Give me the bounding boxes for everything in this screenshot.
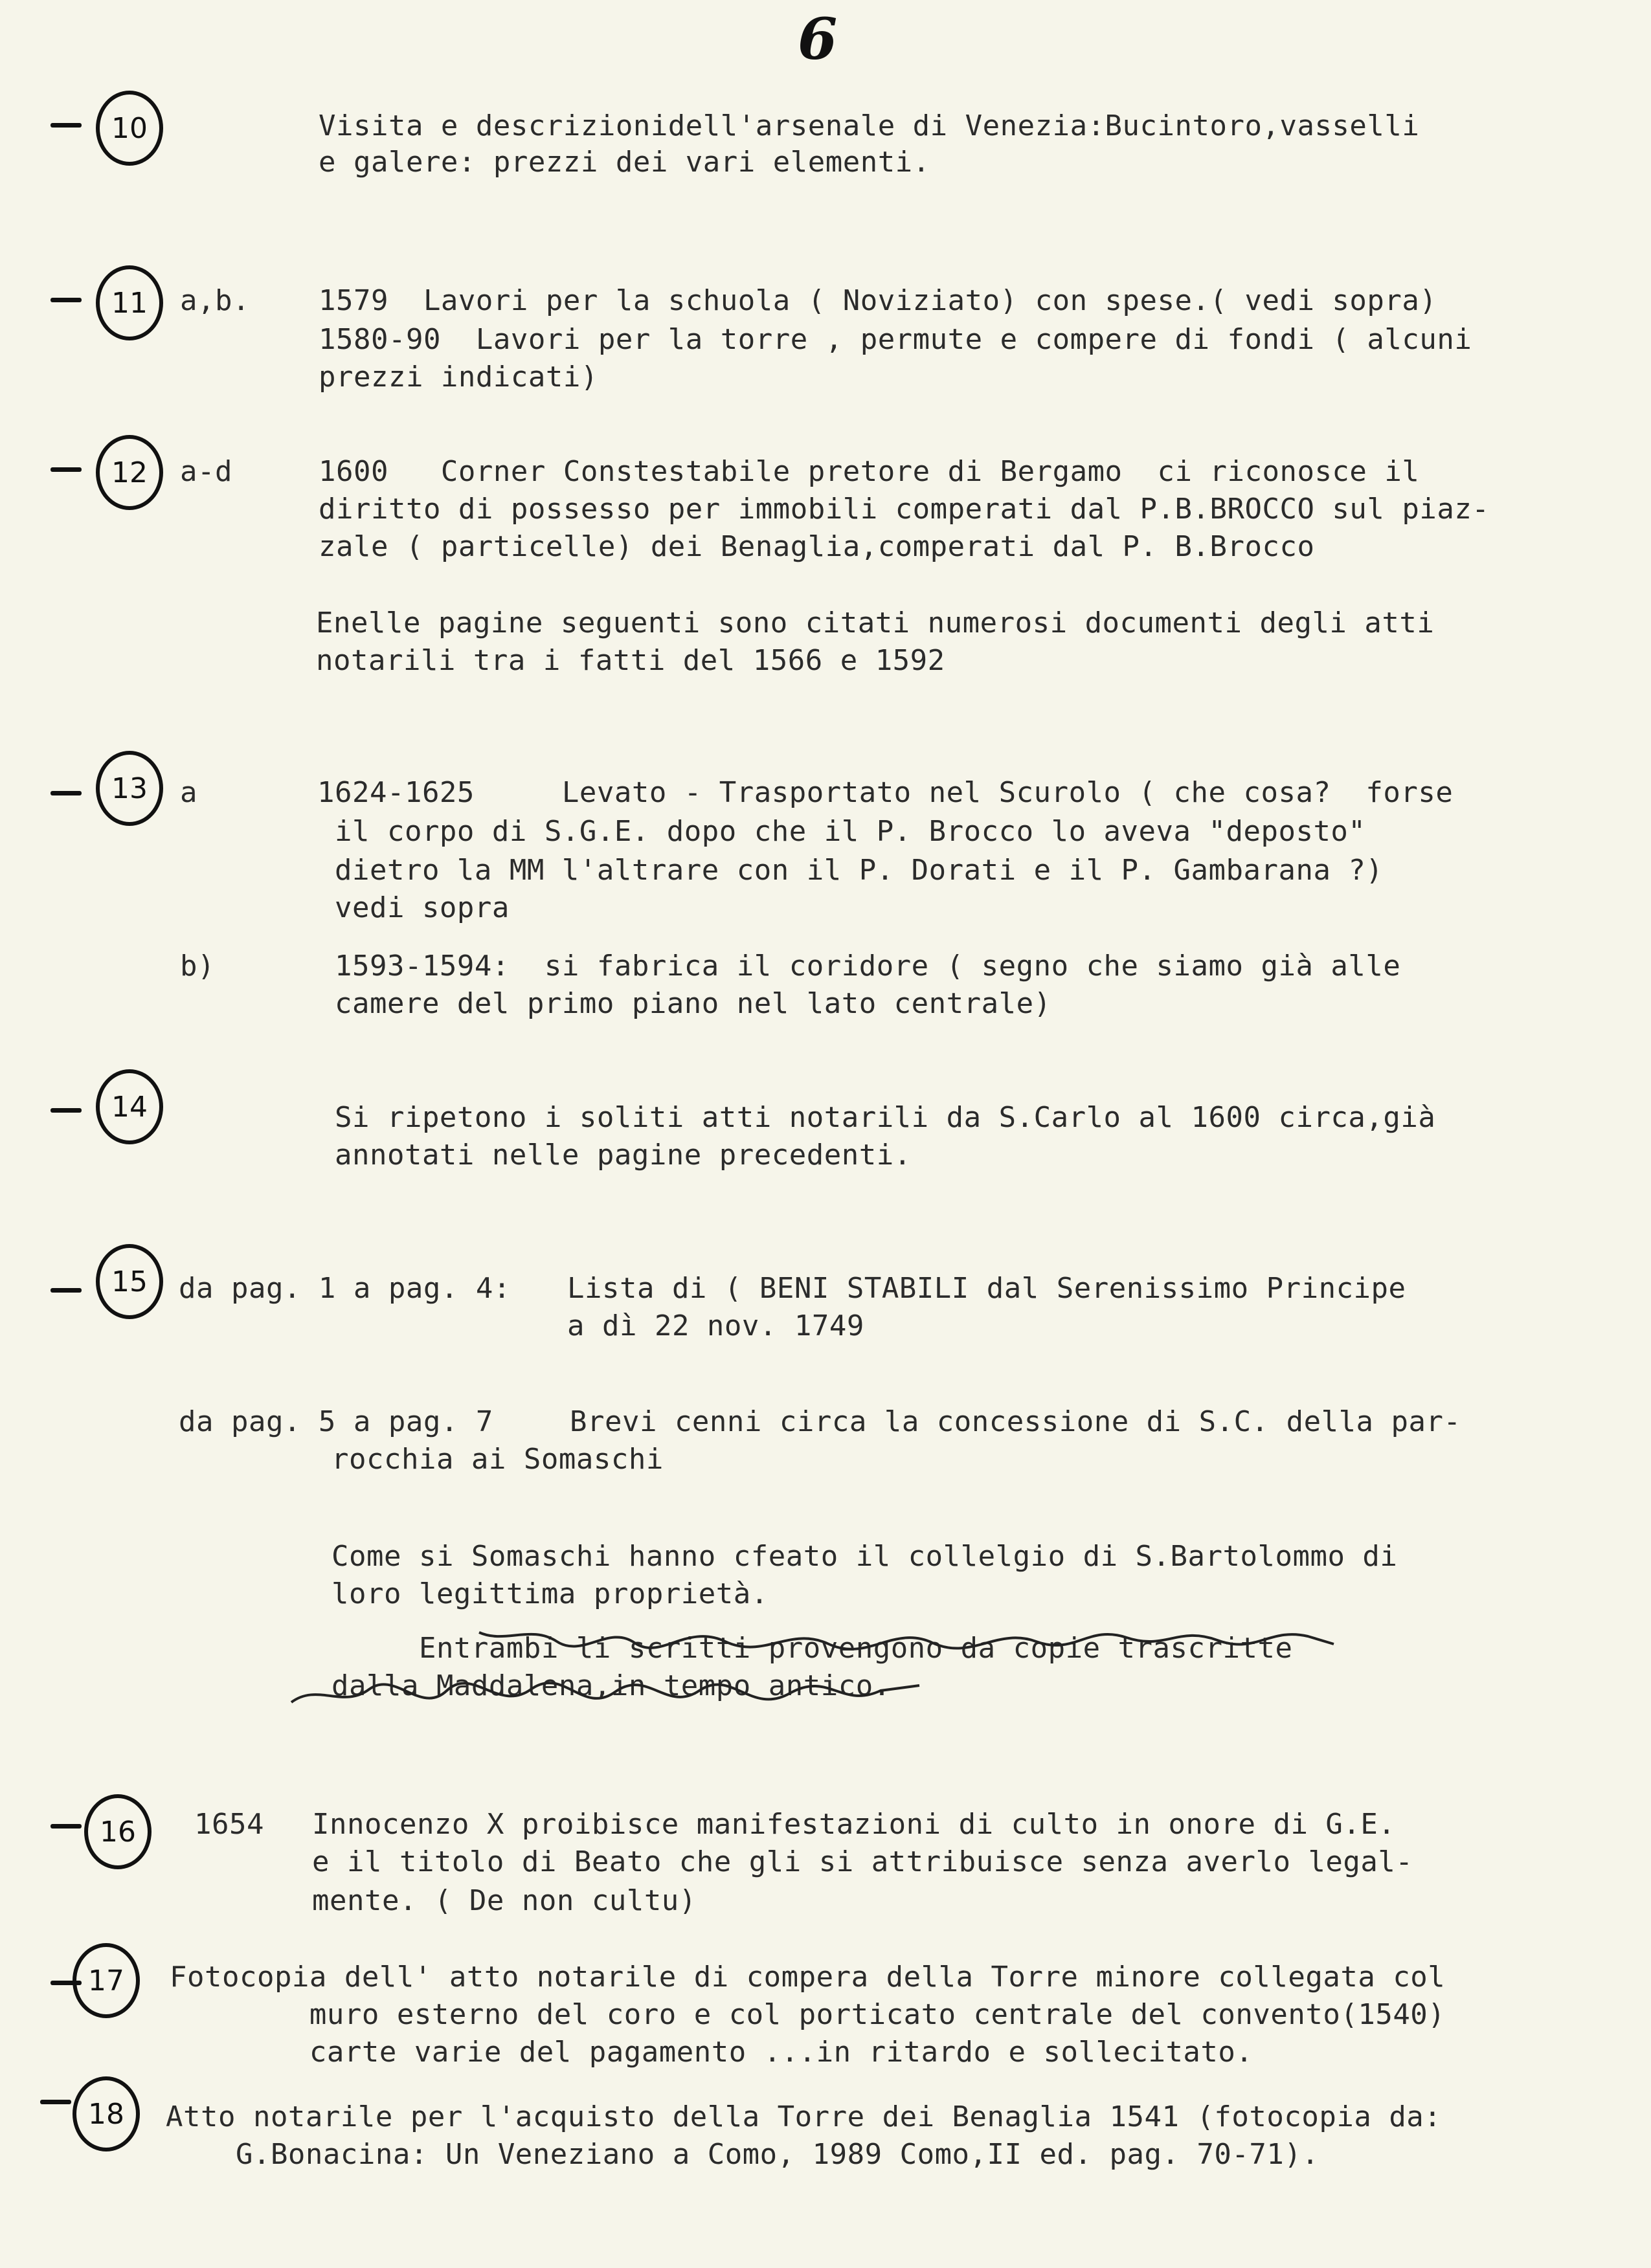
entry-11-line-3: prezzi indicati) [319,361,598,394]
entry-14-line-1: Si ripetono i soliti atti notarili da S.Carlo al 1600 circa,già [317,1101,1436,1134]
entry-number-14: 14 [96,1069,163,1144]
entry-15-sub-line-2: rocchia ai Somaschi [331,1443,664,1476]
entry-number-17: 17 [73,1943,140,2018]
margin-dash [40,2100,71,2104]
entry-number-15: 15 [96,1244,163,1319]
entry-17-line-3: carte varie del pagamento ...in ritardo e sollecitato. [170,2036,1253,2069]
entry-15-sub-column: da pag. 5 a pag. 7 [179,1405,493,1438]
entry-12-column: a-d [180,455,232,488]
entry-13-sub-line-1: 1593-1594: si fabrica il coridore ( segno che siamo già alle [317,950,1401,983]
entry-16-line-2: e il titolo di Beato che gli si attribuisce senza averlo legal- [312,1845,1413,1878]
entry-13-sub-column: b) [180,950,215,983]
entry-18-line-2: G.Bonacina: Un Veneziano a Como, 1989 Como,II ed. pag. 70-71). [166,2138,1320,2171]
entry-13-line-2: il corpo di S.G.E. dopo che il P. Brocco lo aveva "deposto" [317,815,1366,848]
margin-dash [51,1108,82,1113]
margin-dash [51,123,82,128]
entry-12-line-3: zale ( particelle) dei Benaglia,comperati dal P. B.Brocco [319,530,1315,563]
margin-dash [51,1288,82,1293]
entry-12-line-2: diritto di possesso per immobili comperati dal P.B.BROCCO sul piaz- [319,493,1490,526]
entry-12-line-1: 1600 Corner Constestabile pretore di Bergamo ci riconosce il [319,455,1420,488]
entry-13-line-4: vedi sopra [317,891,510,924]
margin-dash [51,791,82,795]
entry-11-line-1: 1579 Lavori per la schuola ( Noviziato) con spese.( vedi sopra) [319,284,1437,317]
entry-13-sub-line-2: camere del primo piano nel lato centrale) [317,987,1051,1020]
entry-15-struck-2: dalla Maddalena,in tempo antico. [331,1669,891,1702]
entry-13-column: a [180,776,197,809]
entry-11-column: a,b. [180,284,250,317]
entry-number-10: 10 [96,91,163,166]
entry-15-line-2: a dì 22 nov. 1749 [567,1309,864,1342]
entry-15-column: da pag. 1 a pag. 4: [179,1272,511,1305]
entry-15-sub-line-1: Brevi cenni circa la concessione di S.C. della par- [570,1405,1461,1438]
margin-dash [51,1824,82,1829]
entry-number-18: 18 [73,2076,140,2151]
strike-through-scribble [272,1618,1502,1748]
entry-11-line-2: 1580-90 Lavori per la torre , permute e compere di fondi ( alcuni [319,323,1472,356]
entry-14-line-2: annotati nelle pagine precedenti. [317,1139,912,1172]
entry-number-13: 13 [96,751,163,826]
margin-dash [51,298,82,302]
entry-13-line-3: dietro la MM l'altrare con il P. Dorati e il P. Gambarana ?) [317,854,1384,887]
entry-17-line-1: Fotocopia dell' atto notarile di compera della Torre minore collegata col [170,1961,1446,1994]
page-number: 6 [798,5,838,72]
entry-15-line-1: Lista di ( BENI STABILI dal Serenissimo Principe [567,1272,1406,1305]
entry-10-line-1: Visita e descrizionidell'arsenale di Venezia:Bucintoro,vasselli [319,109,1420,142]
entry-15-note-1: Come si Somaschi hanno cfeato il collelgio di S.Bartolommo di [331,1540,1398,1573]
entry-16-line-1: Innocenzo X proibisce manifestazioni di culto in onore di G.E. [312,1808,1396,1841]
entry-10-line-2: e galere: prezzi dei vari elementi. [319,146,930,179]
entry-16-column: 1654 [194,1808,264,1841]
entry-number-12: 12 [96,435,163,510]
margin-dash [51,467,82,472]
entry-16-line-3: mente. ( De non cultu) [312,1884,697,1917]
entry-15-note-2: loro legittima proprietà. [331,1577,769,1610]
entry-12-note-1: Enelle pagine seguenti sono citati numerosi documenti degli atti [316,606,1435,639]
entry-18-line-1: Atto notarile per l'acquisto della Torre dei Benaglia 1541 (fotocopia da: [166,2100,1442,2133]
entry-17-line-2: muro esterno del coro e col porticato centrale del convento(1540) [170,1998,1446,2031]
entry-number-11: 11 [96,265,163,340]
entry-number-16: 16 [84,1794,152,1869]
entry-12-note-2: notarili tra i fatti del 1566 e 1592 [316,644,945,677]
entry-15-struck-1: Entrambi li scritti provengono da copie trascritte [331,1632,1293,1665]
entry-13-line-1: 1624-1625 Levato - Trasportato nel Scurolo ( che cosa? forse [317,776,1454,809]
